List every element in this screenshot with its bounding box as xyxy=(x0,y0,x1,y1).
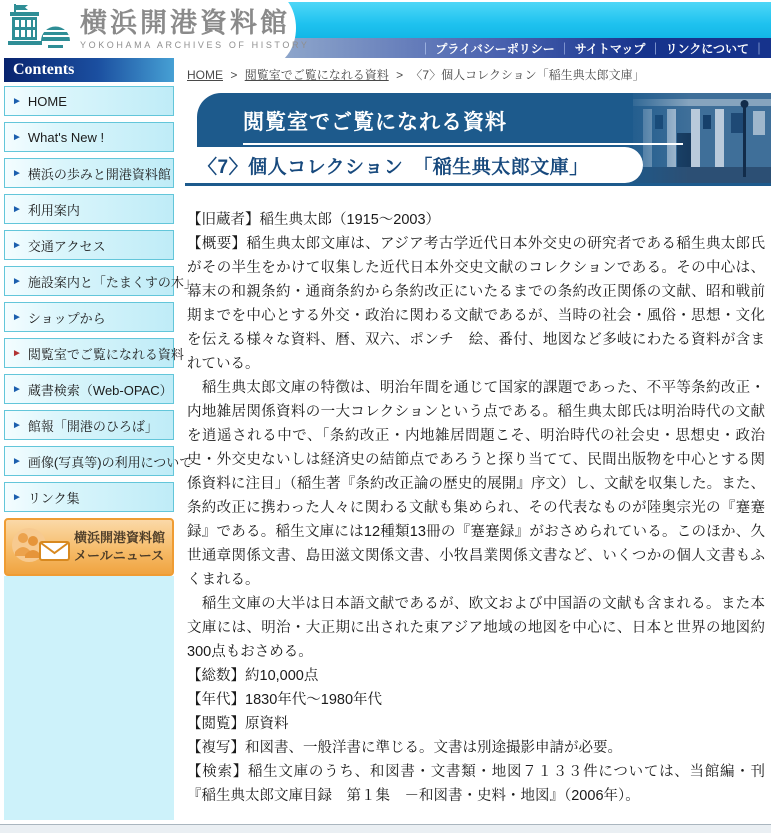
sidebar-item-label: 閲覧室でご覧になれる資料 xyxy=(27,346,184,362)
sidebar-item-links[interactable] xyxy=(4,482,174,512)
sidebar-background-filler xyxy=(4,576,174,820)
paragraph-total-count: 【総数】約10,000点 xyxy=(187,668,319,684)
site-header xyxy=(0,0,771,58)
arrow-icon: ► xyxy=(12,419,22,431)
sidebar-item-whats-new[interactable] xyxy=(4,122,174,152)
arrow-icon: ► xyxy=(12,455,22,467)
mail-news-banner[interactable] xyxy=(4,518,174,576)
site-logo[interactable] xyxy=(8,4,310,55)
sidebar-item-label: 横浜の歩みと開港資料館 xyxy=(27,166,171,182)
sidebar xyxy=(4,58,197,820)
sidebar-item-label: リンク集 xyxy=(27,490,80,506)
sidebar-item-bulletin[interactable] xyxy=(4,410,174,440)
breadcrumb-separator: > xyxy=(396,68,404,82)
sidebar-item-home[interactable] xyxy=(4,86,174,116)
arrow-icon: ► xyxy=(12,383,22,395)
sidebar-item-shop[interactable] xyxy=(4,302,174,332)
sidebar-item-label: 交通アクセス xyxy=(27,238,106,254)
arrow-icon: ► xyxy=(12,239,22,251)
sidebar-item-user-guide[interactable] xyxy=(4,194,174,224)
mail-news-line1: 横浜開港資料館 xyxy=(74,530,166,546)
header-utility-nav xyxy=(268,38,771,58)
sidebar-item-label: ショップから xyxy=(27,310,106,326)
site-subtitle: YOKOHAMA ARCHIVES OF HISTORY xyxy=(80,40,310,51)
nav-separator: ｜ xyxy=(558,41,571,56)
sidebar-item-reading-room-materials[interactable] xyxy=(4,338,184,368)
nav-separator: ｜ xyxy=(649,41,662,56)
breadcrumb-separator: > xyxy=(230,68,238,82)
sidebar-item-label: 施設案内と「たまくすの木」 xyxy=(27,274,197,290)
arrow-icon: ► xyxy=(12,275,22,287)
paragraph-copying: 【複写】和図書、一般洋書に準じる。文書は別途撮影申請が必要。 xyxy=(187,740,622,756)
page-subtitle-box xyxy=(185,147,643,183)
banner-title-underline xyxy=(243,143,683,145)
arrow-icon: ► xyxy=(12,311,22,323)
main-content xyxy=(185,58,771,808)
breadcrumb xyxy=(187,66,771,83)
sidebar-item-label: What's New ! xyxy=(27,129,105,145)
sidebar-item-label: 画像(写真等)の利用について xyxy=(27,454,193,470)
paragraph-viewing: 【閲覧】原資料 xyxy=(187,716,289,732)
paragraph-languages-maps: 稲生文庫の大半は日本語文献であるが、欧文および中国語の文献も含まれる。また本文庫には、明治・大正期に出された東アジア地域の地図を中心に、日本と世界の地図約300点もおさめる。 xyxy=(187,596,765,660)
banner-title: 閲覧室でご覧になれる資料 xyxy=(243,111,507,134)
mail-news-line2: メールニュース xyxy=(74,548,165,563)
paragraph-era: 【年代】1830年代～1980年代 xyxy=(187,692,383,708)
paragraph-former-owner: 【旧蔵者】稲生典太郎（1915～2003） xyxy=(187,212,441,228)
sidebar-item-image-use[interactable] xyxy=(4,446,193,476)
arrow-icon: ► xyxy=(12,167,22,179)
sidebar-item-access[interactable] xyxy=(4,230,174,260)
footer-bar xyxy=(0,824,771,833)
nav-separator: ｜ xyxy=(419,41,432,56)
header-cyan-bar xyxy=(268,2,771,38)
mail-news-icon xyxy=(10,524,72,571)
sidebar-item-history-and-archives[interactable] xyxy=(4,158,174,188)
nav-link-sitemap[interactable]: サイトマップ xyxy=(574,41,646,56)
paragraph-features: 稲生典太郎文庫の特徴は、明治年間を通じて国家的課題であった、不平等条約改正・内地雑居関係資料の一大コレクションという点である。稲生典太郎氏は明治時代の文献を逍遥される中で、「条約改正・内地雑居問題こそ、明治時代の社会史・思想史・政治史・外交史ないしは経済史の結節点であろうと探り当てて、民間出版物を中心とする関係資料に注目」（稲生著『条約改正論の歴史的展開』序文）し、文献を収集した。また、条約改正に携わった人々に関わる文献も集められ、その代表なものが陸奥宗光の『蹇蹇録』である。稲生文庫には12種類13冊の『蹇蹇録』がおさめられている。このほか、久世通章関係文書、島田滋文関係文書、小牧昌業関係文書など、いくつかの個人文書もふくまれる。 xyxy=(187,380,765,588)
nav-link-about-links[interactable]: リンクについて xyxy=(665,41,749,56)
museum-building-icon xyxy=(8,4,70,55)
page-title: 〈7〉個人コレクション 「稲生典太郎文庫」 xyxy=(198,156,589,178)
nav-link-privacy-policy[interactable]: プライバシーポリシー xyxy=(435,41,555,56)
page-banner xyxy=(185,93,771,186)
site-title: 横浜開港資料館 xyxy=(80,7,290,38)
sidebar-item-facilities[interactable] xyxy=(4,266,197,296)
arrow-icon: ► xyxy=(12,95,22,107)
sidebar-item-label: 館報「開港のひろば」 xyxy=(27,418,158,434)
breadcrumb-link-reading-room[interactable]: 閲覧室でご覧になれる資料 xyxy=(244,68,389,82)
sidebar-menu xyxy=(4,86,197,512)
paragraph-overview: 【概要】稲生典太郎文庫は、アジア考古学近代日本外交史の研究者である稲生典太郎氏がその半生をかけて収集した近代日本外交史文献のコレクションである。その中心は、幕末の和親条約・通商条約から条約改正にいたるまでの条約改正関係の文献、昭和戦前期までを中心とする外交・政治に関わる文献であるが、当時の社会・風俗・思想・文化を伝える様々な資料、暦、双六、ポンチ 絵、番付、地図など多岐にわたる資料が含まれている。 xyxy=(187,236,765,372)
sidebar-item-label: 利用案内 xyxy=(27,202,80,218)
arrow-icon: ► xyxy=(12,347,22,359)
paragraph-search: 【検索】稲生文庫のうち、和図書・文書類・地図７１３３件については、当館編・刊『稲生典太郎文庫目録 第１集 －和図書・史料・地図』（2006年）。 xyxy=(187,764,765,804)
article-body xyxy=(185,208,765,808)
arrow-icon: ► xyxy=(12,131,22,143)
sidebar-item-label: HOME xyxy=(27,93,67,109)
sidebar-item-web-opac[interactable] xyxy=(4,374,174,404)
arrow-icon: ► xyxy=(12,491,22,503)
breadcrumb-link-home[interactable]: HOME xyxy=(187,68,223,82)
sidebar-item-label: 蔵書検索（Web-OPAC） xyxy=(27,382,173,398)
sidebar-contents-header: Contents xyxy=(4,58,174,82)
breadcrumb-current: 〈7〉個人コレクション「稲生典太郎文庫」 xyxy=(410,68,645,82)
nav-separator: ｜ xyxy=(752,41,765,56)
arrow-icon: ► xyxy=(12,203,22,215)
